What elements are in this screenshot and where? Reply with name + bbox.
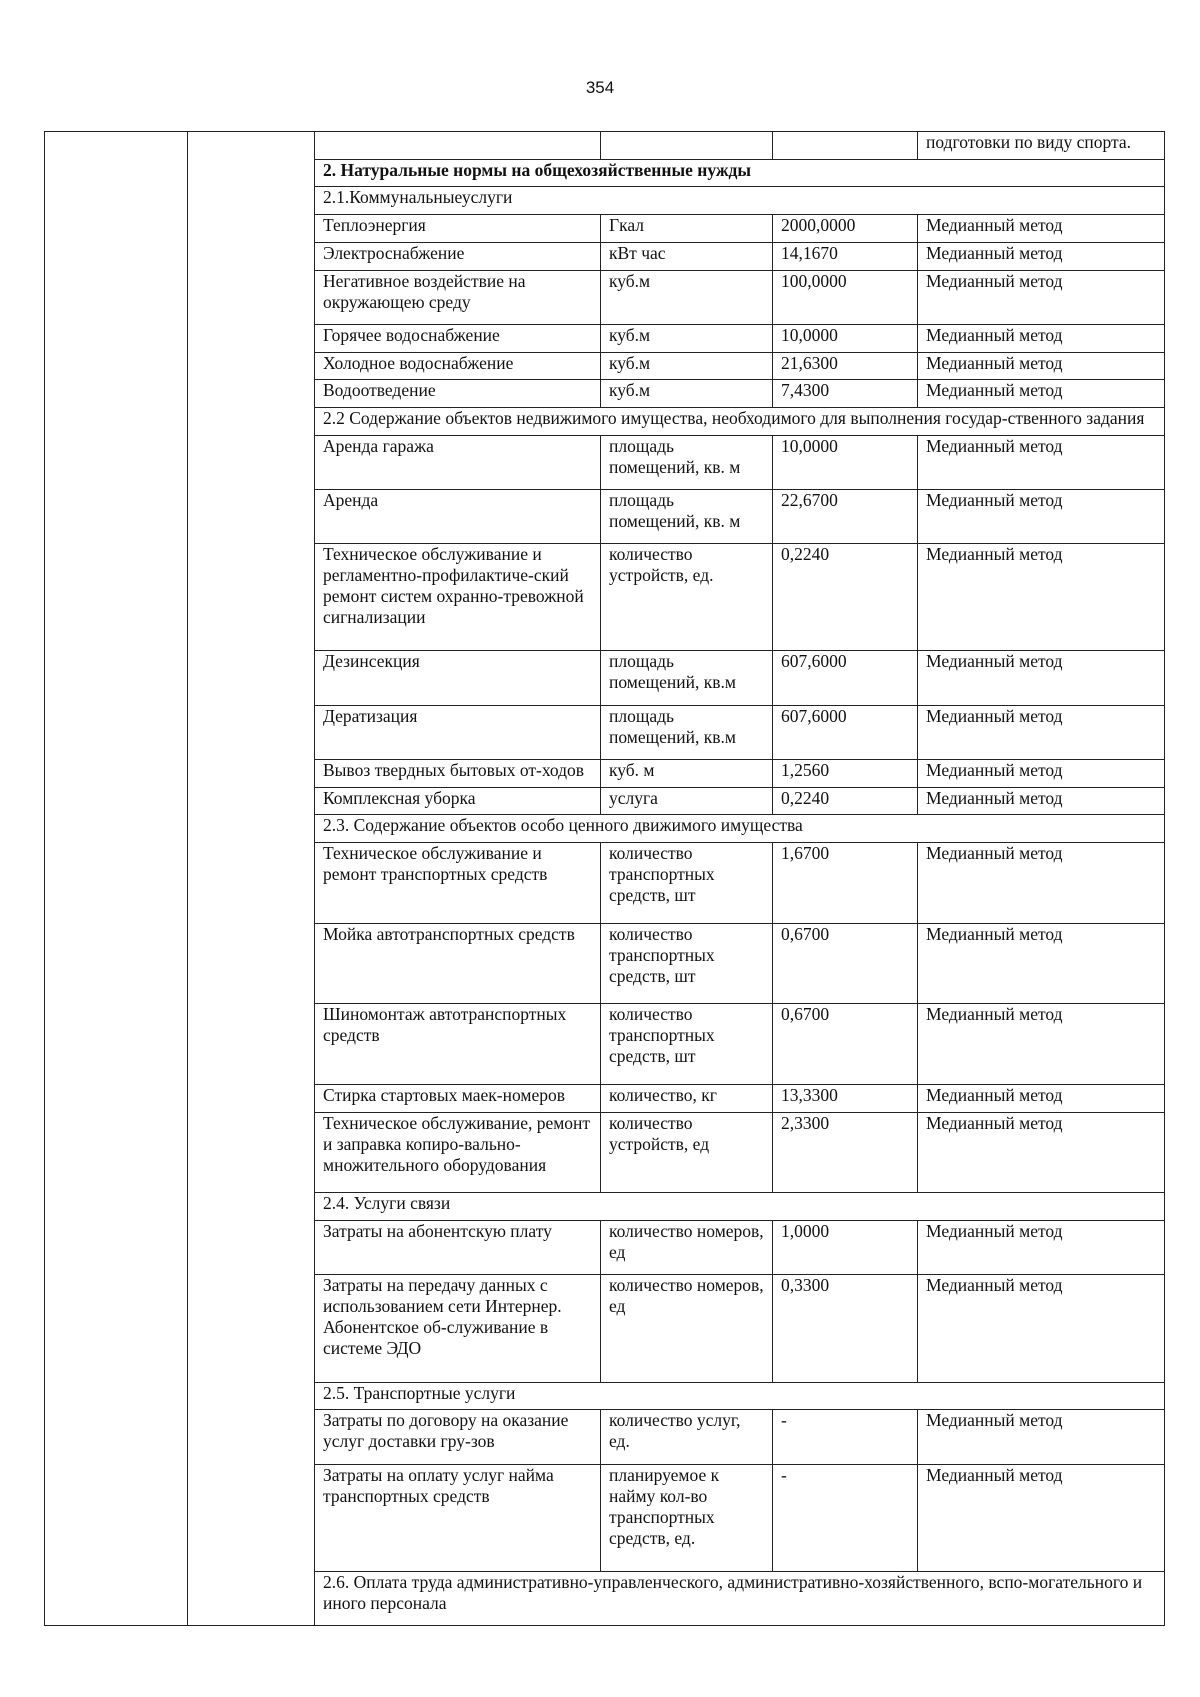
method-cell: Медианный метод [918, 352, 1165, 380]
name-cell: Затраты на передачу данных с использованием сети Интернер. Абонентское об-служивание в системе ЭДО [315, 1275, 601, 1382]
name-cell [315, 132, 601, 160]
method-cell: Медианный метод [918, 1004, 1165, 1085]
name-cell: Дератизация [315, 705, 601, 759]
value-cell: 21,6300 [773, 352, 918, 380]
value-cell: 7,4300 [773, 380, 918, 408]
unit-cell: площадь помещений, кв. м [601, 435, 773, 489]
unit-cell: количество устройств, ед. [601, 544, 773, 651]
name-cell: Затраты по договору на оказание услуг доставки гру-зов [315, 1410, 601, 1464]
unit-cell: куб.м [601, 352, 773, 380]
name-cell: Шиномонтаж автотранспортных средств [315, 1004, 601, 1085]
blank-cell-b [188, 132, 315, 1626]
name-cell: Холодное водоснабжение [315, 352, 601, 380]
blank-cell-a [45, 132, 188, 1626]
norms-table [44, 131, 1165, 1626]
method-cell: Медианный метод [918, 759, 1165, 787]
name-cell: Водоотведение [315, 380, 601, 408]
section-title: 2.1.Коммунальныеуслуги [315, 187, 1165, 215]
unit-cell: куб.м [601, 324, 773, 352]
method-cell: Медианный метод [918, 1221, 1165, 1275]
method-cell: Медианный метод [918, 1112, 1165, 1193]
unit-cell: количество, кг [601, 1085, 773, 1113]
value-cell: 100,0000 [773, 270, 918, 324]
value-cell: 2000,0000 [773, 215, 918, 243]
unit-cell: количество транспортных средств, шт [601, 1004, 773, 1085]
value-cell: 1,2560 [773, 759, 918, 787]
section-title: 2.2 Содержание объектов недвижимого имущества, необходимого для выполнения государ-ственного задания [315, 408, 1165, 436]
section-title: 2. Натуральные нормы на общехозяйственные нужды [315, 159, 1165, 187]
method-cell: Медианный метод [918, 324, 1165, 352]
method-cell: Медианный метод [918, 242, 1165, 270]
name-cell: Мойка автотранспортных средств [315, 923, 601, 1004]
name-cell: Комплексная уборка [315, 787, 601, 815]
section-title: 2.4. Услуги связи [315, 1193, 1165, 1221]
section-title: 2.3. Содержание объектов особо ценного движимого имущества [315, 815, 1165, 843]
name-cell: Негативное воздействие на окружающею среду [315, 270, 601, 324]
value-cell: 2,3300 [773, 1112, 918, 1193]
method-cell: Медианный метод [918, 215, 1165, 243]
unit-cell: площадь помещений, кв. м [601, 490, 773, 544]
method-cell: Медианный метод [918, 787, 1165, 815]
method-cell: Медианный метод [918, 1464, 1165, 1571]
value-cell: 0,6700 [773, 1004, 918, 1085]
unit-cell: куб.м [601, 380, 773, 408]
table-row [45, 132, 1165, 160]
section-title: 2.5. Транспортные услуги [315, 1382, 1165, 1410]
unit-cell: услуга [601, 787, 773, 815]
value-cell: 1,0000 [773, 1221, 918, 1275]
name-cell: Техническое обслуживание, ремонт и заправка копиро-вально-множительного оборудования [315, 1112, 601, 1193]
name-cell: Горячее водоснабжение [315, 324, 601, 352]
unit-cell: количество услуг, ед. [601, 1410, 773, 1464]
method-cell: Медианный метод [918, 651, 1165, 705]
value-cell: 22,6700 [773, 490, 918, 544]
value-cell: 10,0000 [773, 435, 918, 489]
unit-cell: площадь помещений, кв.м [601, 651, 773, 705]
unit-cell [601, 132, 773, 160]
name-cell: Аренда гаража [315, 435, 601, 489]
name-cell: Теплоэнергия [315, 215, 601, 243]
value-cell: - [773, 1464, 918, 1571]
method-cell: подготовки по виду спорта. [918, 132, 1165, 160]
unit-cell: площадь помещений, кв.м [601, 705, 773, 759]
unit-cell: Гкал [601, 215, 773, 243]
unit-cell: куб.м [601, 270, 773, 324]
value-cell: 0,3300 [773, 1275, 918, 1382]
method-cell: Медианный метод [918, 1410, 1165, 1464]
unit-cell: количество устройств, ед [601, 1112, 773, 1193]
unit-cell: кВт час [601, 242, 773, 270]
method-cell: Медианный метод [918, 490, 1165, 544]
value-cell [773, 132, 918, 160]
method-cell: Медианный метод [918, 380, 1165, 408]
method-cell: Медианный метод [918, 435, 1165, 489]
value-cell: - [773, 1410, 918, 1464]
unit-cell: куб. м [601, 759, 773, 787]
name-cell: Аренда [315, 490, 601, 544]
name-cell: Техническое обслуживание и регламентно-профилактиче-ский ремонт систем охранно-тревожной сигнализации [315, 544, 601, 651]
value-cell: 0,2240 [773, 544, 918, 651]
value-cell: 607,6000 [773, 705, 918, 759]
method-cell: Медианный метод [918, 1085, 1165, 1113]
unit-cell: планируемое к найму кол-во транспортных средств, ед. [601, 1464, 773, 1571]
name-cell: Электроснабжение [315, 242, 601, 270]
unit-cell: количество номеров, ед [601, 1275, 773, 1382]
name-cell: Затраты на оплату услуг найма транспортных средств [315, 1464, 601, 1571]
value-cell: 10,0000 [773, 324, 918, 352]
method-cell: Медианный метод [918, 270, 1165, 324]
name-cell: Затраты на абонентскую плату [315, 1221, 601, 1275]
value-cell: 14,1670 [773, 242, 918, 270]
unit-cell: количество транспортных средств, шт [601, 923, 773, 1004]
name-cell: Вывоз твердных бытовых от-ходов [315, 759, 601, 787]
name-cell: Дезинсекция [315, 651, 601, 705]
name-cell: Стирка стартовых маек-номеров [315, 1085, 601, 1113]
page-number: 354 [585, 78, 615, 97]
unit-cell: количество номеров, ед [601, 1221, 773, 1275]
method-cell: Медианный метод [918, 544, 1165, 651]
method-cell: Медианный метод [918, 705, 1165, 759]
value-cell: 1,6700 [773, 842, 918, 923]
name-cell: Техническое обслуживание и ремонт транспортных средств [315, 842, 601, 923]
value-cell: 13,3300 [773, 1085, 918, 1113]
value-cell: 0,6700 [773, 923, 918, 1004]
method-cell: Медианный метод [918, 1275, 1165, 1382]
method-cell: Медианный метод [918, 923, 1165, 1004]
method-cell: Медианный метод [918, 842, 1165, 923]
value-cell: 0,2240 [773, 787, 918, 815]
section-title: 2.6. Оплата труда административно-управленческого, административно-хозяйственного, вспо-могательного и иного персонала [315, 1571, 1165, 1625]
value-cell: 607,6000 [773, 651, 918, 705]
unit-cell: количество транспортных средств, шт [601, 842, 773, 923]
